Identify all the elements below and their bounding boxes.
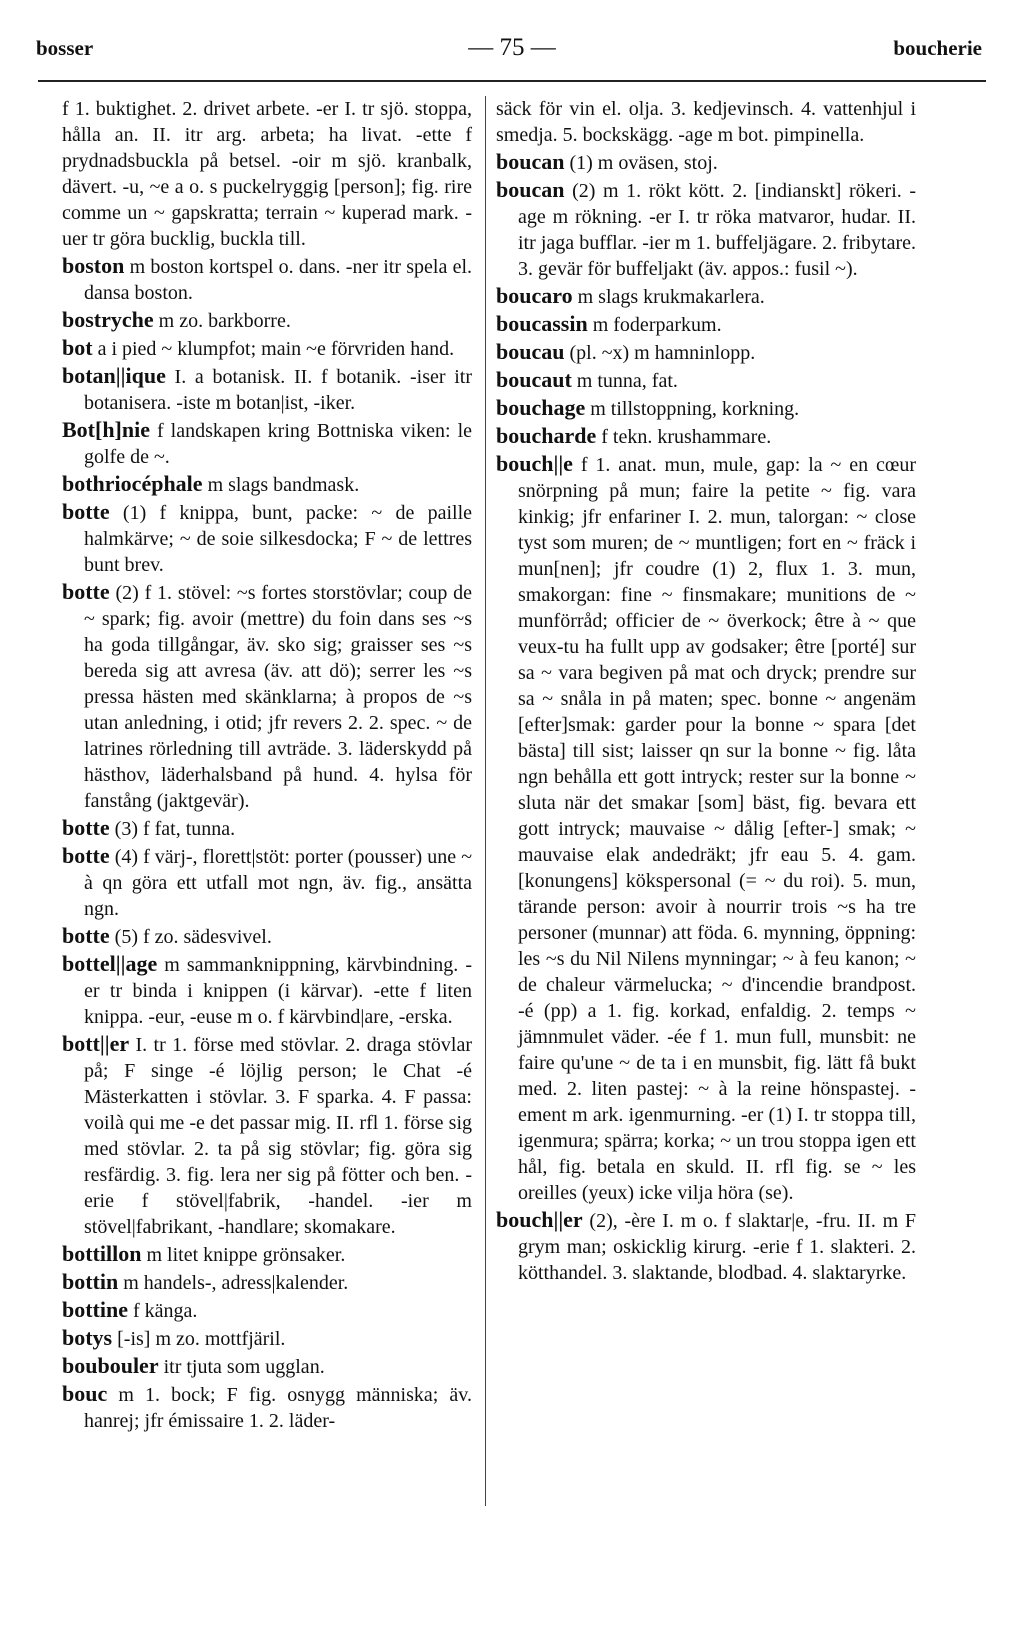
entry-headword: bottel||age [62, 951, 158, 976]
dictionary-entry [62, 1325, 472, 1352]
entry-headword: boston [62, 253, 125, 278]
entry-headword: bottine [62, 1297, 128, 1322]
entry-definition: m slags bandmask. [207, 474, 360, 496]
entry-definition: m foderparkum. [592, 314, 722, 336]
dictionary-entry [62, 335, 472, 362]
entry-definition: (2) m 1. rökt kött. 2. [indianskt] rökeri. -age m rökning. -er I. tr röka matvaror, hudar. II. itr jaga bufflar. -ier m 1. buffeljägare. 2. fribytare. 3. gevär för buffeljakt (äv. appos.: fusil ~). [518, 180, 917, 280]
dictionary-entry [62, 843, 472, 922]
entry-headword: botte [62, 499, 110, 524]
entry-definition: m sammanknippning, kärvbindning. -er tr binda i knippen (i kärvar). -ette f liten knippa. -eur, -euse m o. f kärvbind|are, -erska. [84, 954, 473, 1028]
entry-headword: bouchage [496, 395, 586, 420]
entry-headword: bott||er [62, 1031, 130, 1056]
dictionary-entry [496, 311, 916, 338]
entry-headword: bottin [62, 1269, 119, 1294]
entry-definition: (2) f 1. stövel: ~s fortes storstövlar; coup de ~ spark; fig. avoir (mettre) du foin dans ses ~s ha goda tillgångar, äv. sko sig; graisser ses ~s bereda sig att avresa (äv. att dö); serrer les ~s pressa hästen med skänklarna; à propos de ~s utan anledning, i otid; jfr revers 2. 2. spec. ~ de latrines rörledning till avträde. 3. läderskydd på hästhov, läderhalsband på hund. 4. hylsa för fanstång (jaktgevär). [84, 582, 472, 812]
entry-headword: botte [62, 923, 110, 948]
dictionary-entry [62, 96, 472, 252]
dictionary-entry [496, 283, 916, 310]
entry-definition: f landskapen kring Bottniska viken: le golfe de ~. [84, 420, 472, 468]
header-left-guideword: bosser [36, 36, 94, 60]
entry-definition: f tekn. krushammare. [601, 426, 772, 448]
entry-headword: Bot[h]nie [62, 417, 150, 442]
header-rule [38, 80, 986, 82]
dictionary-entry [62, 923, 472, 950]
entry-definition: itr tjuta som ugglan. [163, 1356, 325, 1378]
dictionary-entry [496, 96, 916, 148]
entry-headword: bottillon [62, 1241, 142, 1266]
entry-headword: boucharde [496, 423, 597, 448]
dictionary-entry [496, 1207, 916, 1286]
dictionary-entry [62, 951, 472, 1030]
entry-definition: m tunna, fat. [576, 370, 678, 392]
entry-definition: m litet knippe grönsaker. [146, 1244, 346, 1266]
entry-definition: (pl. ~x) m hamninlopp. [569, 342, 756, 364]
page-number: — 75 — [468, 34, 556, 61]
dictionary-entry [496, 451, 916, 1206]
column-divider [485, 96, 486, 1506]
dictionary-entry [62, 1241, 472, 1268]
entry-headword: boucassin [496, 311, 588, 336]
dictionary-entry [496, 177, 916, 282]
left-column [62, 96, 472, 1435]
dictionary-entry [62, 1353, 472, 1380]
entry-definition: I. tr 1. förse med stövlar. 2. draga stövlar på; F singe -é löjlig person; le Chat -é Mästerkatten i stövlar. 3. F sparka. 4. F passa: voilà qui me -e det passar mig. II. rfl 1. förse sig med stövlar. 2. ta på sig stövlar; fig. göra sig resfärdig. 3. fig. lera ner sig på fötter och ben. -erie f stövel|fabrik, -handel. -ier m stövel|fabrikant, -handlare; skomakare. [84, 1034, 473, 1238]
dictionary-entry [62, 417, 472, 470]
entry-definition: I. a botanisk. II. f botanik. -iser itr botanisera. -iste m botan|ist, -iker. [84, 366, 473, 414]
entry-definition: (2), -ère I. m o. f slaktar|e, -fru. II. m F grym man; oskicklig kirurg. -erie f 1. slakteri. 2. kötthandel. 3. slaktande, blodbad. 4. slaktaryrke. [518, 1210, 916, 1284]
entry-definition: (1) f knippa, bunt, packe: ~ de paille halmkärve; ~ de soie silkesdocka; F ~ de lettres bunt brev. [84, 502, 473, 576]
entry-headword: boubouler [62, 1353, 159, 1378]
entry-headword: botan||ique [62, 363, 166, 388]
entry-definition: m slags krukmakarlera. [577, 286, 765, 308]
dictionary-entry [496, 423, 916, 450]
entry-headword: boucan [496, 177, 565, 202]
entry-headword: bouch||er [496, 1207, 583, 1232]
entry-definition: f känga. [133, 1300, 198, 1322]
entry-definition: (4) f värj-, florett|stöt: porter (pousser) une ~ à qn göra ett utfall mot ngn, äv. fig., ansätta ngn. [84, 846, 473, 920]
dictionary-entry [62, 499, 472, 578]
entry-definition: (5) f zo. sädesvivel. [114, 926, 272, 948]
entry-definition: f 1. anat. mun, mule, gap: la ~ en cœur snörpning på mun; faire la petite ~ fig. vara kinkig; jfr enfariner I. 2. mun, talorgan: ~ close tyst som muren; de ~ muntligen; fort en ~ fräck i mun[nen]; jfr coudre (1) 2, flux 1. 3. mun, smakorgan: fine ~ finsmakare; munitions de ~ munförråd; officier de ~ överkock; être à ~ que veux-tu ha fullt upp av godsaker; être [porté] sur sa ~ vara begiven på mat och dryck; prendre sur sa ~ snåla in på maten; spec. bonne ~ angenäm [efter]smak: garder pour la bonne ~ spara [det bästa] till sist; laisser qn sur la bonne ~ fig. låta ngn behålla ett gott intryck; rester sur la bonne ~ sluta när det smakar [som] bäst, fig. bevara ett gott intryck; mauvaise ~ dålig [efter-] smak; ~ mauvaise elak andedräkt; jfr eau 5. 4. gam. [konungens] kökspersonal (= ~ du roi). 5. mun, tärande person: avoir à nourrir trois ~s ha tre personer (munnar) att föda. 6. mynning, öppning: les ~s du Nil Nilens mynningar; ~ à feu kanon; ~ de chaleur värmelucka; ~ d'incendie brandpost. -é (pp) a 1. fig. korkad, enfaldig. 2. temps ~ jämnmulet väder. -ée f 1. mun full, munsbit: ne faire qu'une ~ de ta i en munsbit, fig. lätt få bukt med. 2. liten pastej: ~ à la reine hönspastej. -ement m ark. igenmurning. -er (1) I. tr stoppa till, igenmura; spärra; korka; ~ un trou stoppa igen ett hål, fig. betala en skuld. II. rfl fig. se ~ les oreilles (yeux) icke vilja höra (se). [518, 454, 917, 1204]
entry-headword: bouc [62, 1381, 108, 1406]
entry-definition: m zo. barkborre. [158, 310, 291, 332]
dictionary-entry [496, 367, 916, 394]
entry-definition: a i pied ~ klumpfot; main ~e förvriden hand. [97, 338, 455, 360]
entry-definition: [-is] m zo. mottfjäril. [117, 1328, 286, 1350]
entry-headword: boucaro [496, 283, 573, 308]
entry-headword: boucan [496, 149, 565, 174]
dictionary-entry [496, 395, 916, 422]
header-right-guideword: boucherie [893, 36, 982, 60]
dictionary-entry [62, 471, 472, 498]
entry-headword: botte [62, 815, 110, 840]
dictionary-entry [62, 1297, 472, 1324]
dictionary-entry [62, 1269, 472, 1296]
entry-headword: botte [62, 843, 110, 868]
entry-definition: (1) m oväsen, stoj. [569, 152, 718, 174]
entry-definition: m 1. bock; F fig. osnygg människa; äv. hanrej; jfr émissaire 1. 2. läder- [84, 1384, 472, 1432]
entry-definition: m handels-, adress|kalender. [123, 1272, 349, 1294]
dictionary-entry [62, 363, 472, 416]
dictionary-entry [62, 253, 472, 306]
entry-headword: bothriocéphale [62, 471, 203, 496]
entry-headword: bot [62, 335, 93, 360]
entry-headword: boucaut [496, 367, 572, 392]
dictionary-entry [62, 1031, 472, 1240]
entry-headword: botys [62, 1325, 113, 1350]
entry-headword: boucau [496, 339, 565, 364]
entry-headword: botte [62, 579, 110, 604]
dictionary-entry [62, 579, 472, 814]
dictionary-entry [62, 307, 472, 334]
entry-headword: bouch||e [496, 451, 573, 476]
dictionary-entry [496, 149, 916, 176]
entry-headword: bostryche [62, 307, 154, 332]
entry-definition: f 1. buktighet. 2. drivet arbete. -er I. tr sjö. stoppa, hålla an. II. itr arg. arbeta; ha livat. -ette f prydnadsbuckla på betsel. -oir m sjö. kranbalk, dävert. -u, ~e a o. s puckelryggig [person]; fig. rire comme un ~ gapskratta; terrain ~ kuperad mark. -uer tr göra bucklig, buckla till. [62, 98, 472, 250]
entry-definition: säck för vin el. olja. 3. kedjevinsch. 4. vattenhjul i smedja. 5. bockskägg. -age m bot. pimpinella. [496, 98, 916, 146]
entry-definition: m boston kortspel o. dans. -ner itr spela el. dansa boston. [84, 256, 473, 304]
right-column [496, 96, 916, 1287]
entry-definition: m tillstoppning, korkning. [590, 398, 800, 420]
dictionary-entry [496, 339, 916, 366]
dictionary-entry [62, 1381, 472, 1434]
entry-definition: (3) f fat, tunna. [114, 818, 236, 840]
dictionary-entry [62, 815, 472, 842]
